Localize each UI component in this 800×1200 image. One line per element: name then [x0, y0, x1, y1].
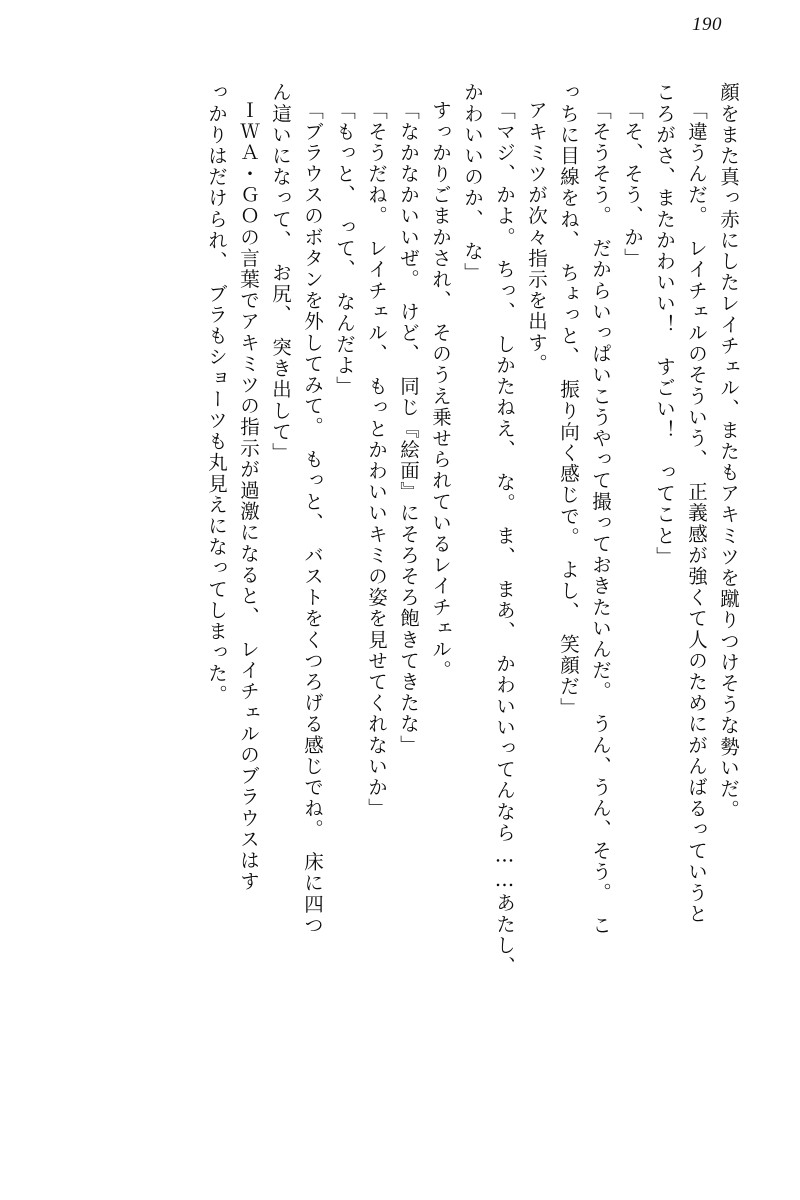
text-column: かわいいのか、 な」 — [461, 82, 484, 284]
text-column: ＩＷＡ・ＧＯの言葉でアキミツの指示が過激になると、 レイチェルのブラウスはす — [237, 100, 260, 893]
text-column: 「もっと、 って、 なんだよ」 — [333, 100, 356, 397]
text-column: すっかりごまかされ、 そのうえ乗せられているレイチェル。 — [429, 100, 452, 682]
text-column: 「ブラウスのボタンを外してみて。 もっと、 バストをくつろげる感じでね。 床に四つ — [301, 100, 324, 936]
text-column: 「そうだね。 レイチェル、 もっとかわいいキミの姿を見せてくれないか」 — [365, 100, 388, 819]
text-column: 「マジ、かよ。 ちっ、 しかたねえ、 な。 ま、 まあ、 かわいいってんなら……あたし、 — [493, 100, 516, 977]
text-column: ん這いになって、 お尻、 突き出して」 — [269, 82, 292, 464]
text-column: ころがさ、またかわいい！ すごい！ ってこと」 — [653, 82, 676, 568]
text-column: アキミツが次々指示を出す。 — [525, 100, 548, 375]
text-column: っちに目線をね、 ちょっと、 振り向く感じで。 よし、 笑顔だ」 — [557, 82, 580, 719]
page-number: 190 — [692, 14, 722, 35]
text-column: 「違うんだ。 レイチェルのそういう、 正義感が強くて人のためにがんばるっていうと — [685, 100, 708, 925]
vertical-text-body — [62, 82, 738, 1140]
text-column: 顔をまた真っ赤にしたレイチェル、またもアキミツを蹴りつけそうな勢いだ。 — [717, 82, 740, 821]
text-column: 「なかなかいいぜ。 けど、 同じ『絵面』にそろそろ飽きてきたな」 — [397, 100, 420, 756]
text-column: 「そうそう。 だからいっぱいこうやって撮っておきたいんだ。 うん、うん、そう。 こ — [589, 100, 612, 936]
text-column: 「そ、そう、か」 — [621, 100, 644, 269]
text-column: っかりはだけられ、 ブラもショーツも丸見えになってしまった。 — [205, 82, 228, 706]
